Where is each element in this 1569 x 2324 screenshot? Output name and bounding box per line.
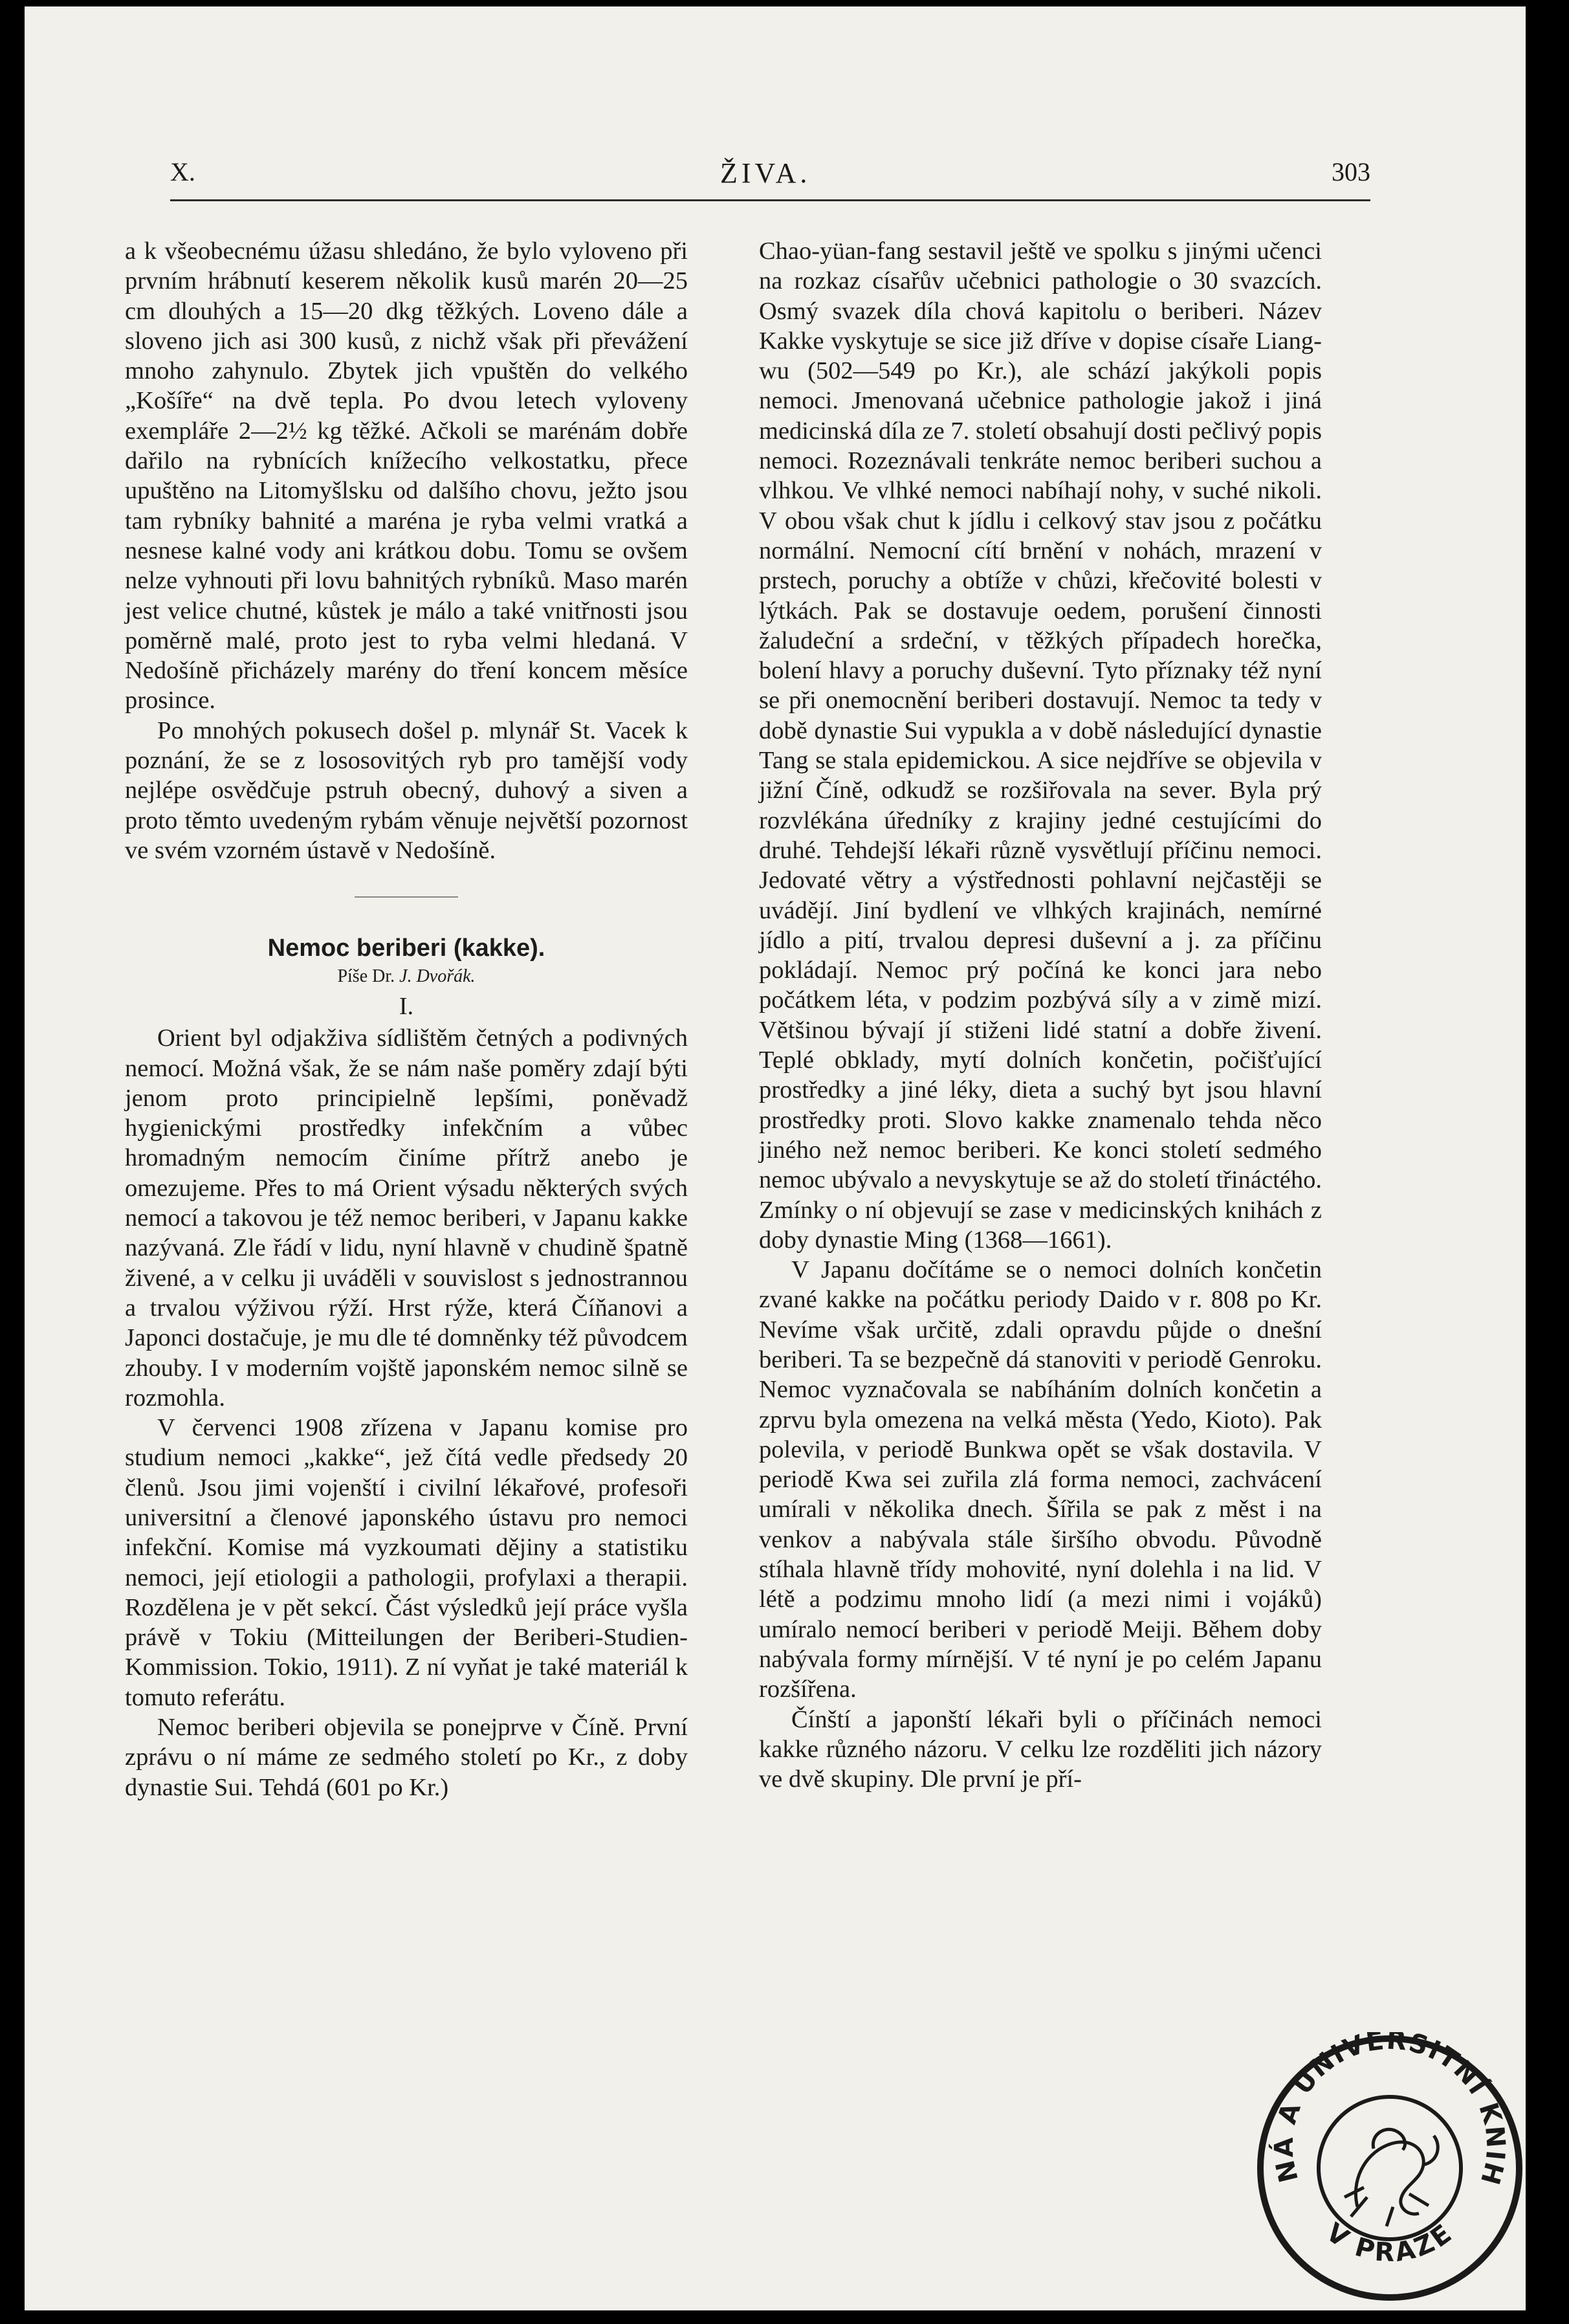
- library-stamp-graphic: [1254, 2032, 1526, 2304]
- lion-emblem-icon: [1344, 2129, 1438, 2226]
- byline-prefix: Píše Dr.: [337, 966, 395, 987]
- byline: [125, 964, 688, 990]
- paragraph: V červenci 1908 zřízena v Japanu komise pro studium nemoci „kakke“, jež čítá vedle předsedy 20 členů. Jsou jimi vojenští i civilní lékařové, profesoři universitní a členové japonského ústavu pro nemoci infekční. Komise má vyzkoumati dějiny a statistiku nemoci, její etiologii a pathologii, profylaxi a therapii. Rozdělena je v pět sekcí. Část výsledků její práce vyšla právě v Tokiu (Mitteilungen der Beriberi-Studien-Kommission. Tokio, 1911). Z ní vyňat je také materiál k tomuto referátu.: [125, 1414, 688, 1711]
- running-header: [170, 157, 1370, 195]
- left-column: [125, 236, 688, 1802]
- svg-text:V PRAZE: [1321, 2217, 1459, 2268]
- byline-author: J. Dvořák.: [399, 966, 476, 987]
- paragraph: Orient byl odjakživa sídlištěm četných a podivných nemocí. Možná však, že se nám naše poměry zdají býti jenom proto principielně lepšími, poněvadž hygienickými prostředky infekčním a vůbec hromadným nemocím činíme přítrž anebo je omezujeme. Přes to má Orient výsadu některých svých nemocí a takovou je též nemoc beriberi, v Japanu kakke nazývaná. Zle řádí v lidu, nyní hlavně v chudině špatně živené, a v celku ji uváděli v souvislost s jednostrannou a trvalou výživou rýží. Hrst rýže, která Číňanovi a Japonci dostačuje, je mu dle té domněnky též původcem zhouby. I v moderním vojště japonském nemoc silně se rozmohla.: [125, 1024, 688, 1411]
- stamp-text-top: NÁ A UNIVERSITNÍ KNIH: [1269, 2032, 1511, 2189]
- paragraph: a k všeobecnému úžasu shledáno, že bylo vyloveno při prvním hrábnutí keserem několik kusů marén 20—25 cm dlouhých a 15—20 dkg těžkých. Loveno dále a sloveno jich asi 300 kusů, z nichž však při převážení mnoho zahynulo. Zbytek jich vpuštěn do velkého „Košíře“ na dvě tepla. Po dvou letech vyloveny exempláře 2—2½ kg těžké. Ačkoli se marénám dobře dařilo na rybnících knížecího velkostatku, přece upuštěno na Litomyšlsku od dalšího chovu, ježto jsou tam rybníky bahnité a maréna je ryba velmi vratká a nesnese kalné vody ani krátkou dobu. Tomu se ovšem nelze vyhnouti při lovu bahnitých rybníků. Maso marén jest velice chutné, kůstek je málo a také vnitřnosti jsou poměrně malé, proto jest to ryba velmi hledaná. V Nedošíně přicházely marény do tření koncem měsíce prosince.: [125, 238, 688, 714]
- volume-number: X.: [170, 157, 195, 186]
- section-number: I.: [399, 993, 414, 1021]
- paragraph: Nemoc beriberi objevila se ponejprve v Číně. První zprávu o ní máme ze sedmého století po Kr., z doby dynastie Sui. Tehdá (601 po Kr.): [125, 1714, 688, 1801]
- page-number: 303: [1332, 157, 1370, 186]
- journal-title: ŽIVA.: [720, 157, 811, 189]
- paragraph: Po mnohých pokusech došel p. mlynář St. Vacek k poznání, že se z lososovitých ryb pro tamější vody nejlépe osvědčuje pstruh obecný, duhový a siven a proto těmto uvedeným rybám věnuje největší pozornost ve svém vzorném ústavě v Nedošíně.: [125, 716, 688, 864]
- paragraph: V Japanu dočítáme se o nemoci dolních končetin zvané kakke na počátku periody Daido v r. 808 po Kr. Nevíme však určitě, zdali opravdu půjde o dnešní beriberi. Ta se bezpečně dá stanoviti v periodě Genroku. Nemoc vyznačovala se nabíháním dolních končetin a zprvu byla omezena na velká města (Yedo, Kioto). Pak polevila, v periodě Bunkwa opět se však dostavila. V periodě Kwa sei zuřila zlá forma nemoci, zachvácení umírali v několika dnech. Šířila se pak z měst i na venkov a nabývala stále širšího obvodu. Původně stíhala hlavně třídy mohovité, nyní dolehla i na lid. V létě a podzimu mnoho lidí (a mezi nimi i vojáků) umíralo nemocí beriberi v periodě Meiji. Během doby nabývala formy mírnější. V té nyní je po celém Japanu rozšířena.: [759, 1256, 1322, 1703]
- article-title: Nemoc beriberi (kakke).: [267, 935, 545, 962]
- paragraph: Čínští a japonští lékaři byli o příčinách nemoci kakke různého názoru. V celku lze rozděliti jich názory ve dvě skupiny. Dle první je pří-: [759, 1705, 1322, 1793]
- library-stamp: [1254, 2032, 1526, 2304]
- svg-text:VEŘEJNÁ A UNIVERSITNÍ KNIHOVNA: [1254, 2032, 1511, 2189]
- paragraph: Chao-yüan-fang sestavil ještě ve spolku s jinými učenci na rozkaz císařův učebnici pathologie o 30 svazcích. Osmý svazek díla chová kapitolu o beriberi. Název Kakke vyskytuje se sice již dříve v dopise císaře Liang-wu (502—549 po Kr.), ale schází jakýkoli popis nemoci. Jmenovaná učebnice pathologie jakož i jiná medicinská díla ze 7. století obsahují dosti pečlivý popis nemoci. Rozeznávali tenkráte nemoc beriberi suchou a vlhkou. Ve vlhké nemoci nabíhají nohy, v suché nikoli. V obou však chut k jídlu i celkový stav jsou z počátku normální. Nemocní cítí brnění v nohách, mrazení v prstech, poruchy a obtíže v chůzi, křečovité bolesti v lýtkách. Pak se dostavuje oedem, porušení činnosti žaludeční a srdeční, v těžkých případech horečka, bolení hlavy a poruchy duševní. Tyto příznaky též nyní se při onemocnění beriberi dostavují. Nemoc ta tedy v době dynastie Sui vypukla a v době následující dynastie Tang se stala epidemickou. A sice nejdříve se objevila v jižní Číně, odkudž se rozšiřovala na sever. Byla prý rozvlékána úředníky z krajiny jedné cestujícími do druhé. Tehdejší lékaři různě vysvětlují příčinu nemoci. Jedovaté větry a výstřednosti pohlavní nejčastěji se uvádějí. Jiní bydlení ve vlhkých krajinách, nemírné jídlo a pití, trvalou depresi duševní a j. za příčinu pokládají. Nemoc prý počíná ke konci jara nebo počátkem léta, v podzim pozbývá síly a v zimě mizí. Většinou bývají jí stiženi lidé statní a dobře živení. Teplé obklady, mytí dolních končetin, počišťující prostředky a jiné léky, dieta a suchý byt jsou hlavní prostředky proti. Slovo kakke znamenalo tehda něco jiného než nemoc beriberi. Ke konci století sedmého nemoc ubývalo a nevyskytuje se až do století třináctého. Zmínky o ní objevují se zase v medicinských knihách z doby dynastie Ming (1368—1661).: [759, 238, 1322, 1254]
- section-separator: [355, 896, 458, 898]
- right-column: [759, 236, 1322, 1794]
- journal-page: [25, 6, 1526, 2310]
- stamp-text-bottom: V PRAZE: [1320, 2217, 1460, 2268]
- header-rule: [170, 199, 1370, 201]
